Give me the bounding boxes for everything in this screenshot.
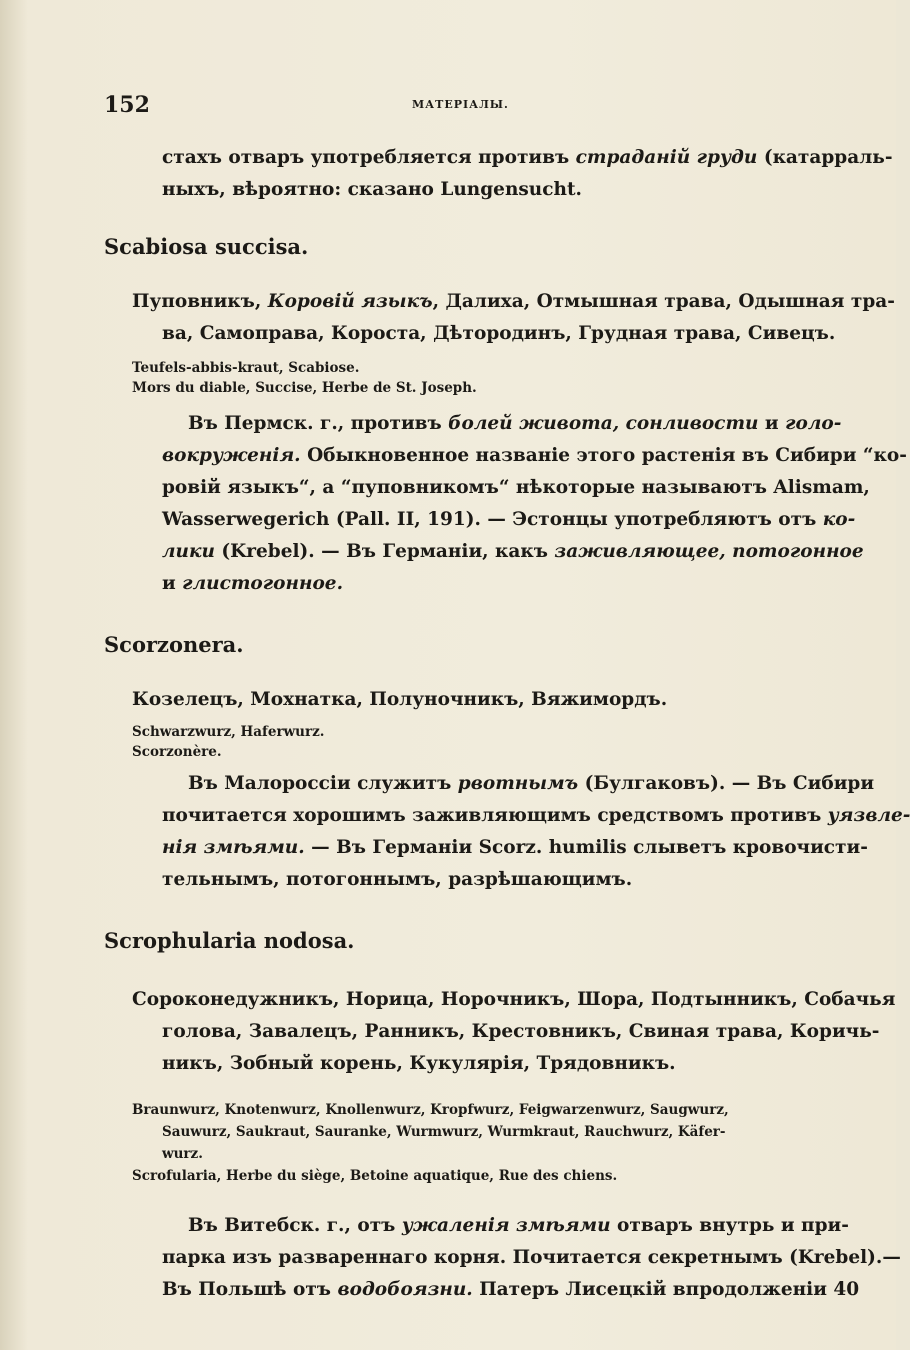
text-run: Пуповникъ, (132, 291, 268, 312)
text-line (162, 142, 893, 174)
text-run: и (162, 573, 183, 594)
text-line (162, 800, 910, 832)
text-run: стахъ отваръ употребляется противъ (162, 147, 576, 168)
german-names: Schwarzwurz, Haferwurz. (132, 724, 325, 740)
italic-term: водобоязни. (337, 1279, 473, 1300)
page-number: 152 (104, 92, 150, 118)
text-run: Въ Польшѣ отъ (162, 1279, 338, 1300)
italic-term: ужаленія змѣями (401, 1215, 611, 1236)
text-line (162, 568, 343, 600)
italic-term: нія змѣями. (162, 837, 305, 858)
french-names: Scorzonère. (132, 744, 222, 760)
text-line: ровій языкъ“, а “пуповникомъ“ нѣкоторые называютъ Alismam, (162, 477, 870, 498)
italic-term: вокруженія. (162, 445, 301, 466)
text-line (162, 504, 855, 536)
italic-term: голо- (785, 413, 842, 434)
vernacular-names (132, 286, 895, 318)
german-names: Sauwurz, Saukraut, Sauranke, Wurmwurz, Wurmkraut, Rauchwurz, Käfer- (162, 1124, 726, 1140)
vernacular-names: голова, Завалецъ, Ранникъ, Крестовникъ, Свиная трава, Коричь- (162, 1021, 880, 1042)
text-run: Въ Пермск. г., противъ (188, 413, 449, 434)
italic-term: уязвле- (827, 805, 910, 826)
french-names: Scrofularia, Herbe du siège, Betoine aquatique, Rue des chiens. (132, 1168, 618, 1184)
text-run: отваръ внутрь и при- (610, 1215, 849, 1236)
text-line (162, 1274, 859, 1306)
italic-term: лики (162, 541, 215, 562)
text-line (188, 768, 874, 800)
entry-heading: Scrophularia nodosa. (104, 928, 355, 953)
entry-heading: Scorzonera. (104, 632, 244, 657)
text-run: — Въ Германіи Scorz. humilis слыветъ кровочисти- (304, 837, 868, 858)
italic-term: заживляющее, потогонное (554, 541, 864, 562)
text-run: Обыкновенное названіе этого растенія въ Сибири “ко- (300, 445, 907, 466)
text-run: , Далиха, Отмышная трава, Одышная тра- (432, 291, 895, 312)
text-run: (катарраль- (757, 147, 893, 168)
text-line (162, 440, 907, 472)
german-names: Braunwurz, Knotenwurz, Knollenwurz, Kropfwurz, Feigwarzenwurz, Saugwurz, (132, 1102, 729, 1118)
text-line: тельнымъ, потогоннымъ, разрѣшающимъ. (162, 869, 633, 890)
text-run: Wasserwegerich (Pall. II, 191). — Эстонцы употребляютъ отъ (162, 509, 823, 530)
vernacular-names: Козелецъ, Мохнатка, Полуночникъ, Вяжимордъ. (132, 689, 668, 710)
vernacular-names: Сороконедужникъ, Норица, Норочникъ, Шора, Подтынникъ, Собачья (132, 989, 896, 1010)
vernacular-names: никъ, Зобный корень, Кукулярія, Трядовникъ. (162, 1053, 676, 1074)
vernacular-names: ва, Самоправа, Короста, Дѣтородинъ, Грудная трава, Сивецъ. (162, 323, 836, 344)
italic-term: болей живота, сонливости (448, 413, 759, 434)
italic-term: глистогонное. (182, 573, 344, 594)
italic-term: ко- (822, 509, 856, 530)
running-title: МАТЕРІАЛЫ. (412, 98, 509, 111)
text-line (188, 408, 841, 440)
italic-term: рвотнымъ (457, 773, 579, 794)
text-run: Патеръ Лисецкій впродолженіи 40 (472, 1279, 860, 1300)
text-line: ныхъ, вѣроятно: сказано Lungensucht. (162, 179, 582, 200)
text-run: Въ Малороссіи служитъ (188, 773, 458, 794)
entry-heading: Scabiosa succisa. (104, 234, 309, 259)
text-run: почитается хорошимъ заживляющимъ средствомъ противъ (162, 805, 828, 826)
german-names: wurz. (162, 1146, 203, 1162)
text-run: и (758, 413, 786, 434)
text-run: (Булгаковъ). — Въ Сибири (578, 773, 875, 794)
italic-term: Коровій языкъ (267, 291, 433, 312)
french-names: Mors du diable, Succise, Herbe de St. Joseph. (132, 380, 477, 396)
text-line: парка изъ развареннаго корня. Почитается секретнымъ (Krebel).— (162, 1247, 901, 1268)
text-run: (Krebel). — Въ Германіи, какъ (214, 541, 555, 562)
italic-term: страданій груди (575, 147, 758, 168)
text-line (162, 832, 868, 864)
text-run: Въ Витебск. г., отъ (188, 1215, 402, 1236)
text-line (162, 536, 864, 568)
german-names: Teufels-abbis-kraut, Scabiose. (132, 360, 360, 376)
text-line (188, 1210, 849, 1242)
